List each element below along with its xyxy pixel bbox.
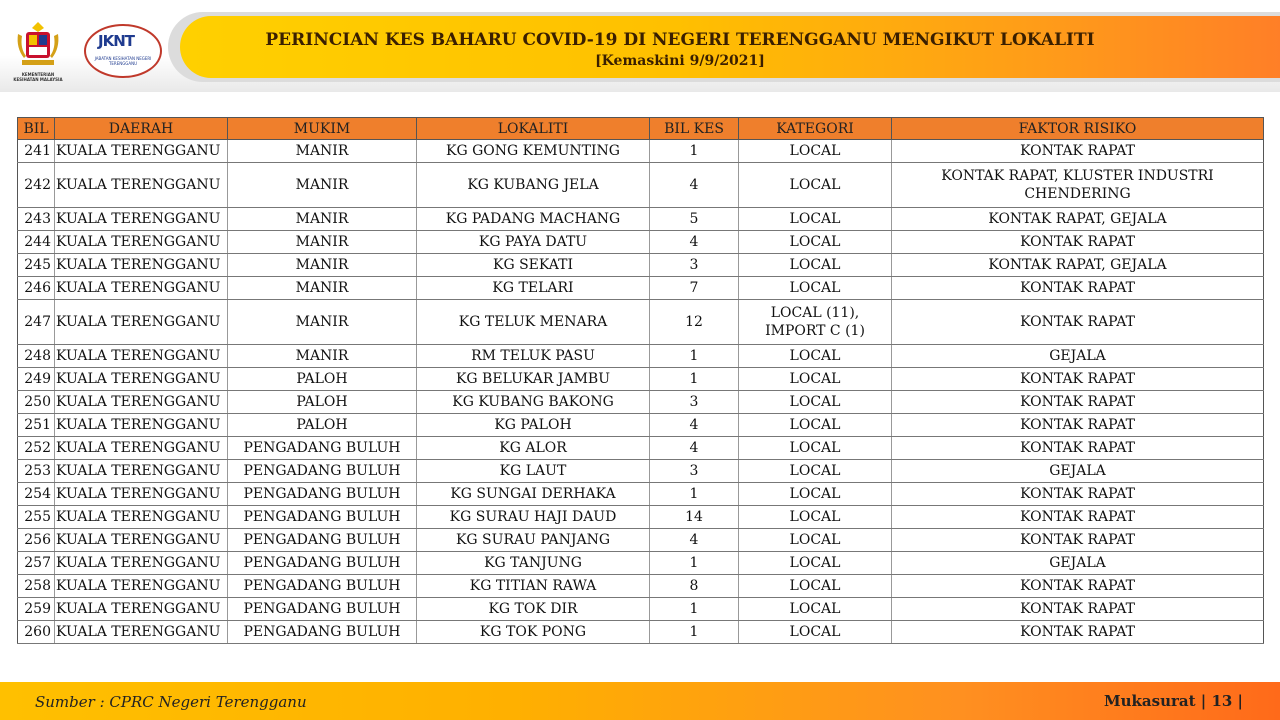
cell-kes: 4 [650, 437, 739, 460]
cell-lokaliti: KG LAUT [417, 460, 650, 483]
cell-daerah: KUALA TERENGGANU [55, 391, 228, 414]
cell-lokaliti: KG GONG KEMUNTING [417, 140, 650, 163]
table-row [18, 460, 1264, 483]
cell-mukim: MANIR [228, 277, 417, 300]
table-row [18, 437, 1264, 460]
cell-lokaliti: KG PALOH [417, 414, 650, 437]
cell-bil: 252 [18, 437, 55, 460]
cell-lokaliti: KG KUBANG JELA [417, 163, 650, 208]
cell-bil: 244 [18, 231, 55, 254]
cell-mukim: MANIR [228, 208, 417, 231]
cell-mukim: MANIR [228, 231, 417, 254]
table-header-row [18, 118, 1264, 140]
cell-kes: 4 [650, 231, 739, 254]
cell-faktor: KONTAK RAPAT, GEJALA [892, 208, 1264, 231]
cell-bil: 250 [18, 391, 55, 414]
cell-kes: 12 [650, 300, 739, 345]
cell-kategori: LOCAL [739, 437, 892, 460]
cell-daerah: KUALA TERENGGANU [55, 277, 228, 300]
cell-lokaliti: KG PADANG MACHANG [417, 208, 650, 231]
cell-lokaliti: KG TELARI [417, 277, 650, 300]
cell-mukim: PENGADANG BULUH [228, 529, 417, 552]
cell-mukim: MANIR [228, 163, 417, 208]
cell-daerah: KUALA TERENGGANU [55, 598, 228, 621]
cell-daerah: KUALA TERENGGANU [55, 231, 228, 254]
cell-kategori: LOCAL [739, 254, 892, 277]
page-number: Mukasurat | 13 | [1104, 692, 1243, 710]
cell-bil: 255 [18, 506, 55, 529]
cell-kes: 5 [650, 208, 739, 231]
cell-faktor: KONTAK RAPAT [892, 391, 1264, 414]
cell-faktor: GEJALA [892, 460, 1264, 483]
table-row [18, 140, 1264, 163]
cell-bil: 242 [18, 163, 55, 208]
cell-lokaliti: KG SURAU HAJI DAUD [417, 506, 650, 529]
col-header-bil-kes: BIL KES [650, 118, 739, 140]
cell-kes: 1 [650, 598, 739, 621]
cell-kes: 1 [650, 368, 739, 391]
cell-lokaliti: RM TELUK PASU [417, 345, 650, 368]
cell-daerah: KUALA TERENGGANU [55, 368, 228, 391]
cell-kategori: LOCAL [739, 598, 892, 621]
cases-table [17, 117, 1264, 644]
table-row [18, 345, 1264, 368]
cell-kategori: LOCAL [739, 208, 892, 231]
cell-kes: 3 [650, 254, 739, 277]
cell-mukim: PENGADANG BULUH [228, 483, 417, 506]
cell-kategori: LOCAL [739, 483, 892, 506]
cell-daerah: KUALA TERENGGANU [55, 437, 228, 460]
cell-daerah: KUALA TERENGGANU [55, 345, 228, 368]
cell-kategori: LOCAL [739, 163, 892, 208]
col-header-faktor-risiko: FAKTOR RISIKO [892, 118, 1264, 140]
cell-kategori: LOCAL [739, 140, 892, 163]
cell-faktor: KONTAK RAPAT, KLUSTER INDUSTRI CHENDERING [892, 163, 1264, 208]
cell-bil: 256 [18, 529, 55, 552]
cell-faktor: GEJALA [892, 552, 1264, 575]
cell-mukim: PENGADANG BULUH [228, 598, 417, 621]
jknt-logo-subtext: JABATAN KESIHATAN NEGERI TERENGGANU [94, 56, 152, 66]
cell-mukim: PENGADANG BULUH [228, 575, 417, 598]
cell-kategori: LOCAL [739, 414, 892, 437]
cell-bil: 245 [18, 254, 55, 277]
cell-kategori: LOCAL [739, 552, 892, 575]
cell-daerah: KUALA TERENGGANU [55, 621, 228, 644]
cell-bil: 254 [18, 483, 55, 506]
cell-lokaliti: KG TOK PONG [417, 621, 650, 644]
cell-kategori: LOCAL [739, 391, 892, 414]
cell-kes: 8 [650, 575, 739, 598]
table-row [18, 529, 1264, 552]
cell-kategori: LOCAL [739, 345, 892, 368]
cell-mukim: PENGADANG BULUH [228, 552, 417, 575]
cell-faktor: KONTAK RAPAT [892, 140, 1264, 163]
page-subtitle: [Kemaskini 9/9/2021] [595, 53, 765, 69]
cell-daerah: KUALA TERENGGANU [55, 140, 228, 163]
col-header-kategori: KATEGORI [739, 118, 892, 140]
cell-daerah: KUALA TERENGGANU [55, 506, 228, 529]
cell-faktor: KONTAK RAPAT [892, 437, 1264, 460]
cell-lokaliti: KG KUBANG BAKONG [417, 391, 650, 414]
cell-daerah: KUALA TERENGGANU [55, 552, 228, 575]
cell-faktor: KONTAK RAPAT [892, 575, 1264, 598]
cell-faktor: KONTAK RAPAT [892, 300, 1264, 345]
cell-kes: 7 [650, 277, 739, 300]
cell-lokaliti: KG SEKATI [417, 254, 650, 277]
cell-daerah: KUALA TERENGGANU [55, 414, 228, 437]
cell-kes: 1 [650, 483, 739, 506]
cell-mukim: MANIR [228, 345, 417, 368]
table-row [18, 368, 1264, 391]
cell-lokaliti: KG TANJUNG [417, 552, 650, 575]
cell-faktor: KONTAK RAPAT [892, 598, 1264, 621]
cell-faktor: KONTAK RAPAT [892, 506, 1264, 529]
crest-caption: KEMENTERIAN KESIHATAN MALAYSIA [13, 72, 63, 82]
cell-bil: 257 [18, 552, 55, 575]
cell-bil: 248 [18, 345, 55, 368]
cell-kategori: LOCAL [739, 460, 892, 483]
cell-bil: 246 [18, 277, 55, 300]
table-row [18, 277, 1264, 300]
cell-kategori: LOCAL [739, 368, 892, 391]
jknt-logo-text: JKNT [98, 32, 134, 50]
cell-mukim: PENGADANG BULUH [228, 437, 417, 460]
cell-kategori: LOCAL [739, 506, 892, 529]
table-row [18, 300, 1264, 345]
cell-lokaliti: KG BELUKAR JAMBU [417, 368, 650, 391]
cell-kes: 1 [650, 345, 739, 368]
cell-daerah: KUALA TERENGGANU [55, 575, 228, 598]
cell-mukim: PENGADANG BULUH [228, 506, 417, 529]
cell-bil: 247 [18, 300, 55, 345]
cell-kes: 1 [650, 140, 739, 163]
table-row [18, 163, 1264, 208]
cell-mukim: PALOH [228, 414, 417, 437]
table-row [18, 208, 1264, 231]
cell-faktor: KONTAK RAPAT [892, 414, 1264, 437]
cell-kes: 1 [650, 621, 739, 644]
table-row [18, 414, 1264, 437]
cell-kes: 1 [650, 552, 739, 575]
cell-bil: 249 [18, 368, 55, 391]
cell-faktor: KONTAK RAPAT [892, 277, 1264, 300]
cell-daerah: KUALA TERENGGANU [55, 300, 228, 345]
cell-daerah: KUALA TERENGGANU [55, 254, 228, 277]
cell-faktor: KONTAK RAPAT [892, 368, 1264, 391]
cell-mukim: PENGADANG BULUH [228, 460, 417, 483]
cell-bil: 251 [18, 414, 55, 437]
cell-bil: 253 [18, 460, 55, 483]
cell-kategori: LOCAL [739, 529, 892, 552]
cell-bil: 258 [18, 575, 55, 598]
cell-lokaliti: KG SUNGAI DERHAKA [417, 483, 650, 506]
cell-mukim: MANIR [228, 140, 417, 163]
col-header-lokaliti: LOKALITI [417, 118, 650, 140]
malaysia-crest-icon [14, 20, 62, 78]
cell-daerah: KUALA TERENGGANU [55, 163, 228, 208]
cell-faktor: KONTAK RAPAT [892, 231, 1264, 254]
cell-kategori: LOCAL [739, 621, 892, 644]
cell-bil: 241 [18, 140, 55, 163]
cell-kes: 3 [650, 391, 739, 414]
cell-faktor: KONTAK RAPAT, GEJALA [892, 254, 1264, 277]
cell-bil: 243 [18, 208, 55, 231]
table-row [18, 598, 1264, 621]
cell-kategori: LOCAL [739, 277, 892, 300]
cell-kategori: LOCAL (11), IMPORT C (1) [739, 300, 892, 345]
cell-lokaliti: KG SURAU PANJANG [417, 529, 650, 552]
col-header-mukim: MUKIM [228, 118, 417, 140]
table-row [18, 552, 1264, 575]
cell-faktor: KONTAK RAPAT [892, 483, 1264, 506]
cell-lokaliti: KG TITIAN RAWA [417, 575, 650, 598]
cell-kategori: LOCAL [739, 231, 892, 254]
cell-faktor: GEJALA [892, 345, 1264, 368]
col-header-bil: BIL [18, 118, 55, 140]
col-header-daerah: DAERAH [55, 118, 228, 140]
table-row [18, 621, 1264, 644]
cell-mukim: MANIR [228, 254, 417, 277]
table-row [18, 391, 1264, 414]
table-row [18, 483, 1264, 506]
footer-bar [0, 682, 1280, 720]
cell-daerah: KUALA TERENGGANU [55, 529, 228, 552]
cell-daerah: KUALA TERENGGANU [55, 208, 228, 231]
cell-daerah: KUALA TERENGGANU [55, 460, 228, 483]
table-row [18, 254, 1264, 277]
page-title: PERINCIAN KES BAHARU COVID-19 DI NEGERI TERENGGANU MENGIKUT LOKALITI [265, 30, 1095, 50]
cell-lokaliti: KG TELUK MENARA [417, 300, 650, 345]
cell-kes: 4 [650, 414, 739, 437]
cell-lokaliti: KG PAYA DATU [417, 231, 650, 254]
table-row [18, 575, 1264, 598]
cell-daerah: KUALA TERENGGANU [55, 483, 228, 506]
jknt-logo [84, 24, 162, 78]
cell-lokaliti: KG ALOR [417, 437, 650, 460]
cell-bil: 259 [18, 598, 55, 621]
source-note: Sumber : CPRC Negeri Terengganu [35, 693, 307, 711]
cell-kes: 14 [650, 506, 739, 529]
cell-faktor: KONTAK RAPAT [892, 621, 1264, 644]
cell-bil: 260 [18, 621, 55, 644]
cell-kategori: LOCAL [739, 575, 892, 598]
cell-kes: 4 [650, 163, 739, 208]
cell-faktor: KONTAK RAPAT [892, 529, 1264, 552]
cell-mukim: PENGADANG BULUH [228, 621, 417, 644]
cell-kes: 4 [650, 529, 739, 552]
logos [14, 20, 164, 82]
cell-mukim: PALOH [228, 368, 417, 391]
table-row [18, 506, 1264, 529]
cell-lokaliti: KG TOK DIR [417, 598, 650, 621]
cell-mukim: PALOH [228, 391, 417, 414]
table-row [18, 231, 1264, 254]
cell-mukim: MANIR [228, 300, 417, 345]
cell-kes: 3 [650, 460, 739, 483]
